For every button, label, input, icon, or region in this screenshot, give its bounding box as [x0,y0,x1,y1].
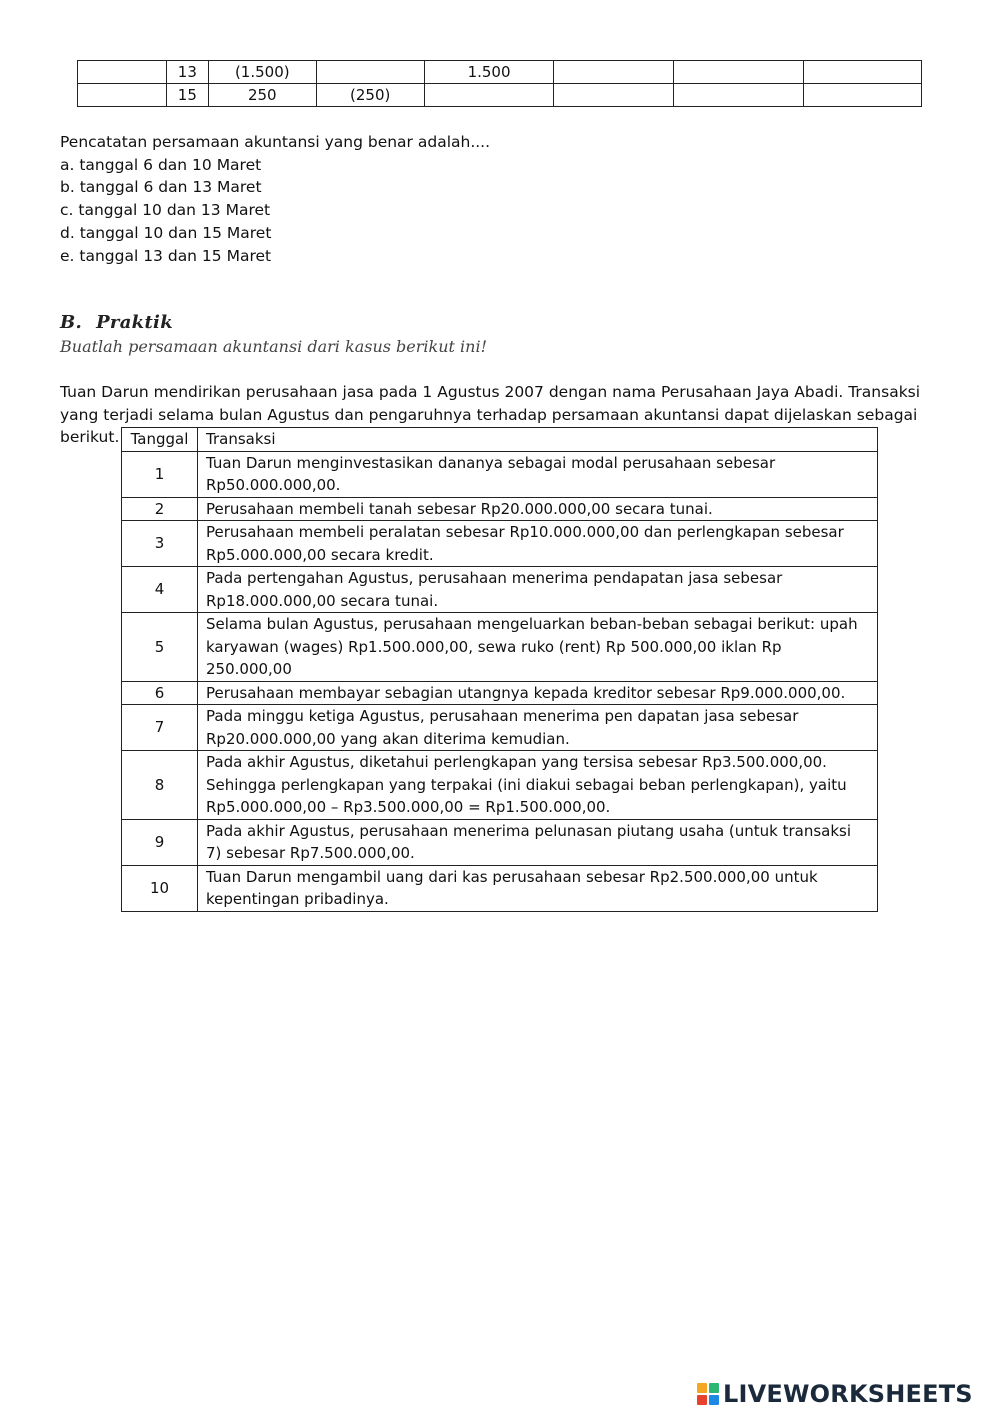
liveworksheets-logo [697,1379,973,1409]
table-cell: 1.500 [424,61,554,84]
table-cell [804,61,922,84]
transaction-date: 10 [122,865,198,911]
ledger-table-fragment [77,60,922,107]
section-instruction: Buatlah persamaan akuntansi dari kasus berikut ini! [60,337,487,356]
option-b: b. tanggal 6 dan 13 Maret [60,178,262,197]
section-number: B. [60,312,83,333]
question-block [60,131,490,267]
transaction-row [122,681,878,705]
transaction-description: Pada akhir Agustus, diketahui perlengkapan yang tersisa sebesar Rp3.500.000,00. Sehingga perlengkapan yang terpakai (ini diakui sebagai beban perlengkapan), yaitu Rp5.000.000,00 – Rp3.500.000,00 = Rp1.500.000,00. [198,751,878,820]
transaction-row [122,613,878,682]
table-cell [424,84,554,107]
transaction-row [122,705,878,751]
transaction-date: 5 [122,613,198,682]
option-d: d. tanggal 10 dan 15 Maret [60,223,272,242]
section-heading [60,312,173,333]
logo-square [697,1395,707,1405]
table-row [78,61,922,84]
transaction-row [122,567,878,613]
table-cell: 15 [166,84,208,107]
table-header-row [122,428,878,452]
table-cell [674,84,804,107]
transaction-description: Pada akhir Agustus, perusahaan menerima pelunasan piutang usaha (untuk transaksi 7) sebesar Rp7.500.000,00. [198,819,878,865]
table-cell [554,61,674,84]
transaction-description: Perusahaan membeli tanah sebesar Rp20.000.000,00 secara tunai. [198,497,878,521]
table-cell [674,61,804,84]
table-cell: (1.500) [208,61,316,84]
logo-text: LIVEWORKSHEETS [723,1380,973,1408]
logo-mark-icon [697,1383,719,1405]
section-title: Praktik [96,312,173,333]
transaction-date: 3 [122,521,198,567]
logo-square [709,1395,719,1405]
table-cell [316,61,424,84]
transaction-description: Pada pertengahan Agustus, perusahaan menerima pendapatan jasa sebesar Rp18.000.000,00 secara tunai. [198,567,878,613]
transaction-description: Perusahaan membayar sebagian utangnya kepada kreditor sebesar Rp9.000.000,00. [198,681,878,705]
transaction-date: 2 [122,497,198,521]
question-prompt: Pencatatan persamaan akuntansi yang benar adalah.... [60,133,491,151]
transaction-description: Perusahaan membeli peralatan sebesar Rp10.000.000,00 dan perlengkapan sebesar Rp5.000.000,00 secara kredit. [198,521,878,567]
logo-square [709,1383,719,1393]
transaction-row [122,819,878,865]
transaction-row [122,451,878,497]
table-cell [78,61,167,84]
logo-square [697,1383,707,1393]
header-date: Tanggal [122,428,198,452]
transaction-row [122,751,878,820]
transaction-description: Tuan Darun menginvestasikan dananya sebagai modal perusahaan sebesar Rp50.000.000,00. [198,451,878,497]
transaction-date: 9 [122,819,198,865]
case-intro: Tuan Darun mendirikan perusahaan jasa pada 1 Agustus 2007 dengan nama Perusahaan Jaya Abadi. Transaksi yang terjadi selama bulan Agustus dan pengaruhnya terhadap persamaan akuntansi dapat dijelaskan sebagai berikut. [60,383,921,446]
transaction-row [122,865,878,911]
table-cell [804,84,922,107]
transaction-date: 1 [122,451,198,497]
table-cell: (250) [316,84,424,107]
table-cell [78,84,167,107]
transaction-date: 7 [122,705,198,751]
transaction-date: 4 [122,567,198,613]
transaction-date: 6 [122,681,198,705]
table-row [78,84,922,107]
table-cell [554,84,674,107]
table-cell: 250 [208,84,316,107]
option-c: c. tanggal 10 dan 13 Maret [60,201,271,220]
table-cell: 13 [166,61,208,84]
transaction-row [122,497,878,521]
header-transaction: Transaksi [198,428,878,452]
transaction-date: 8 [122,751,198,820]
transaction-row [122,521,878,567]
transaction-description: Pada minggu ketiga Agustus, perusahaan menerima pen dapatan jasa sebesar Rp20.000.000,00 yang akan diterima kemudian. [198,705,878,751]
option-a: a. tanggal 6 dan 10 Maret [60,155,262,174]
transaction-description: Selama bulan Agustus, perusahaan mengeluarkan beban-beban sebagai berikut: upah karyawan (wages) Rp1.500.000,00, sewa ruko (rent) Rp 500.000,00 iklan Rp 250.000,00 [198,613,878,682]
option-e: e. tanggal 13 dan 15 Maret [60,246,272,265]
transactions-table [121,427,878,912]
transaction-description: Tuan Darun mengambil uang dari kas perusahaan sebesar Rp2.500.000,00 untuk kepentingan pribadinya. [198,865,878,911]
